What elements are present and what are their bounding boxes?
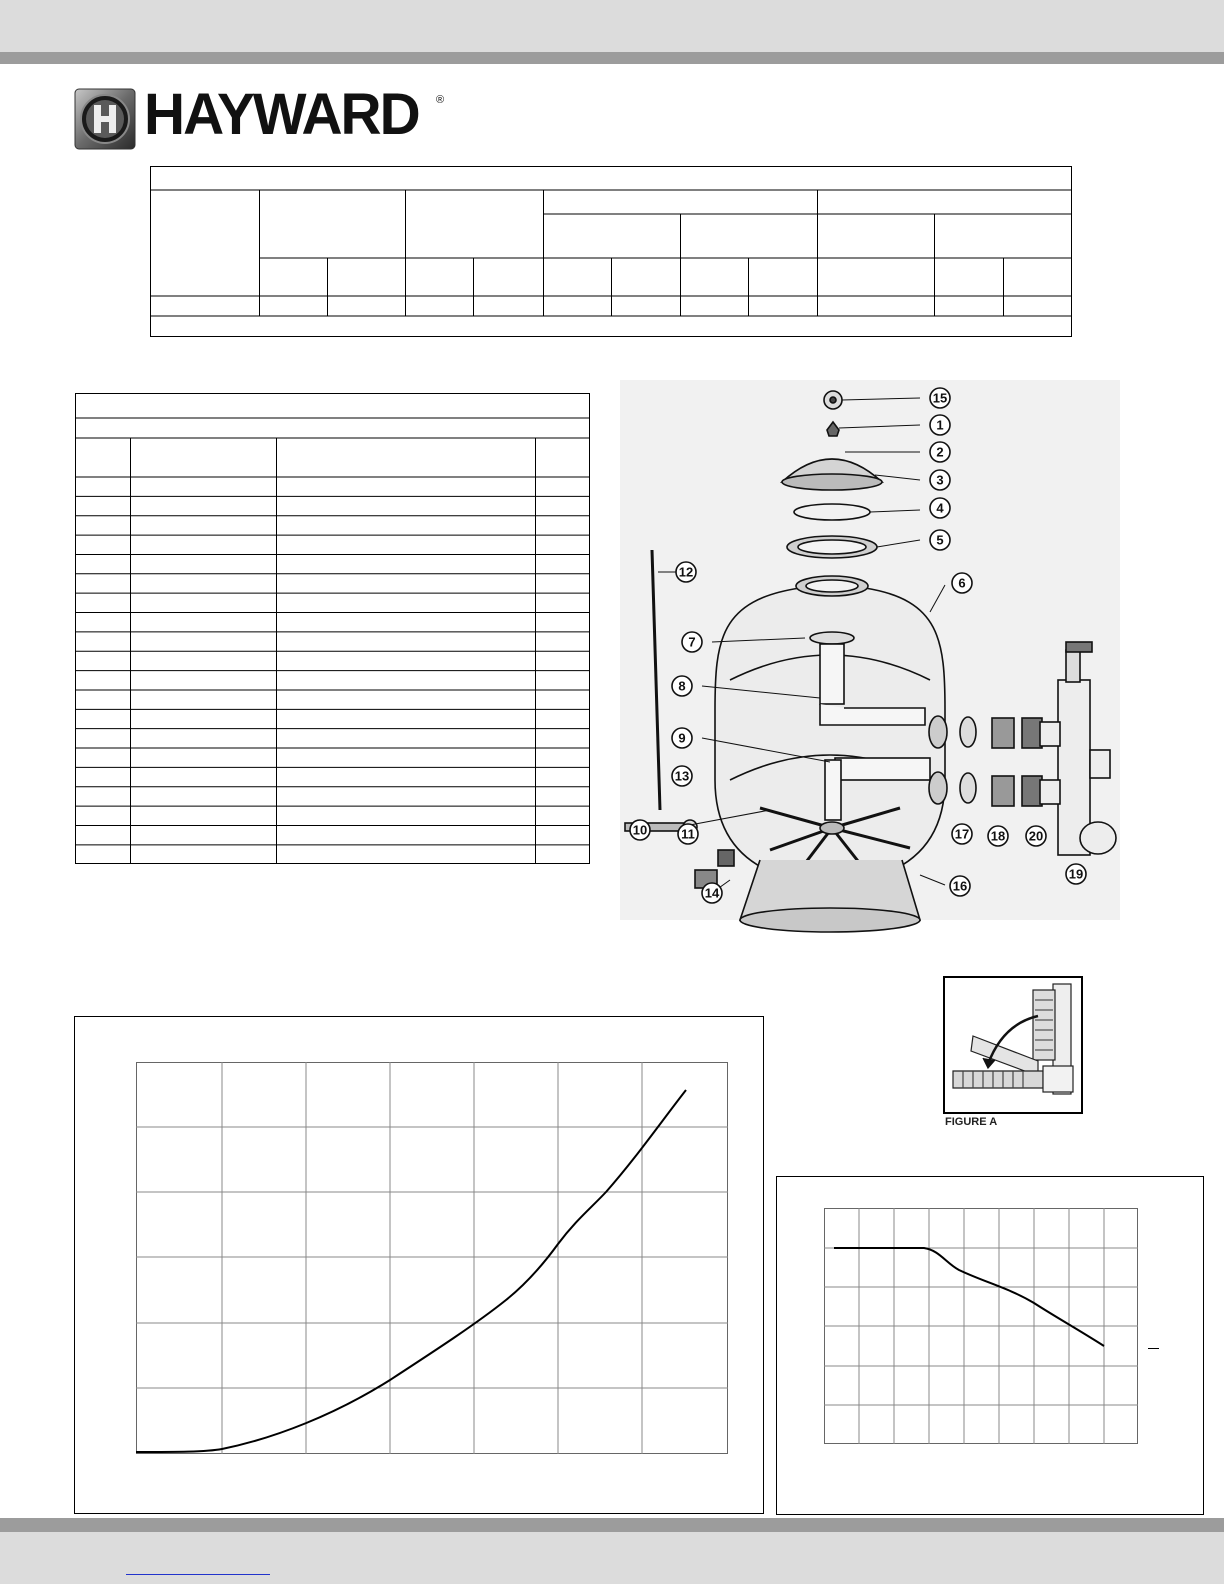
svg-text:20: 20 <box>1028 828 1044 844</box>
callout-13 <box>672 766 692 786</box>
figure-a-illustration <box>943 976 1083 1116</box>
callout-20 <box>1026 826 1046 846</box>
svg-text:19: 19 <box>1068 866 1084 882</box>
callout-10 <box>630 820 650 840</box>
svg-text:10: 10 <box>632 822 648 838</box>
svg-text:7: 7 <box>688 634 696 650</box>
svg-text:9: 9 <box>678 730 686 746</box>
callout-4 <box>930 498 950 518</box>
svg-text:18: 18 <box>990 828 1006 844</box>
svg-text:17: 17 <box>954 826 970 842</box>
callout-8 <box>672 676 692 696</box>
callout-7 <box>682 632 702 652</box>
spec-table <box>150 166 1073 338</box>
figure-a-caption: FIGURE A <box>945 1116 998 1128</box>
callout-12 <box>676 562 696 582</box>
pressure-flow-chart <box>136 1062 730 1456</box>
svg-text:16: 16 <box>952 878 968 894</box>
footer-link[interactable] <box>126 1574 270 1575</box>
callout-18 <box>988 826 1008 846</box>
callout-3 <box>930 470 950 490</box>
svg-text:3: 3 <box>936 472 944 488</box>
callout-14 <box>702 883 722 903</box>
callout-17 <box>952 824 972 844</box>
filter-curve-chart <box>824 1208 1140 1446</box>
callout-5 <box>930 530 950 550</box>
svg-text:13: 13 <box>674 768 690 784</box>
registered-mark: ® <box>436 94 445 106</box>
svg-text:14: 14 <box>704 885 720 901</box>
callout-2 <box>930 442 950 462</box>
callout-1 <box>930 415 950 435</box>
exploded-parts-diagram <box>620 380 1120 940</box>
callout-16 <box>950 876 970 896</box>
svg-text:11: 11 <box>681 826 695 842</box>
hayward-emblem-icon <box>74 88 136 150</box>
svg-text:4: 4 <box>936 500 944 516</box>
chart-tick-mark <box>1148 1348 1159 1349</box>
footer-band <box>0 1532 1224 1584</box>
svg-text:5: 5 <box>936 532 944 548</box>
callout-15 <box>930 388 950 408</box>
svg-text:15: 15 <box>932 390 948 406</box>
svg-text:12: 12 <box>678 564 694 580</box>
callout-9 <box>672 728 692 748</box>
hayward-logo <box>74 82 454 150</box>
callout-19 <box>1066 864 1086 884</box>
callout-6 <box>952 573 972 593</box>
svg-text:8: 8 <box>678 678 686 694</box>
brand-name: HAYWARD <box>144 82 419 147</box>
svg-text:6: 6 <box>958 575 966 591</box>
parts-table <box>75 393 591 865</box>
callout-11 <box>678 824 698 844</box>
header-band <box>0 0 1224 52</box>
header-stripe <box>0 52 1224 64</box>
svg-text:2: 2 <box>936 444 944 460</box>
footer-stripe <box>0 1518 1224 1532</box>
svg-text:1: 1 <box>936 417 944 433</box>
